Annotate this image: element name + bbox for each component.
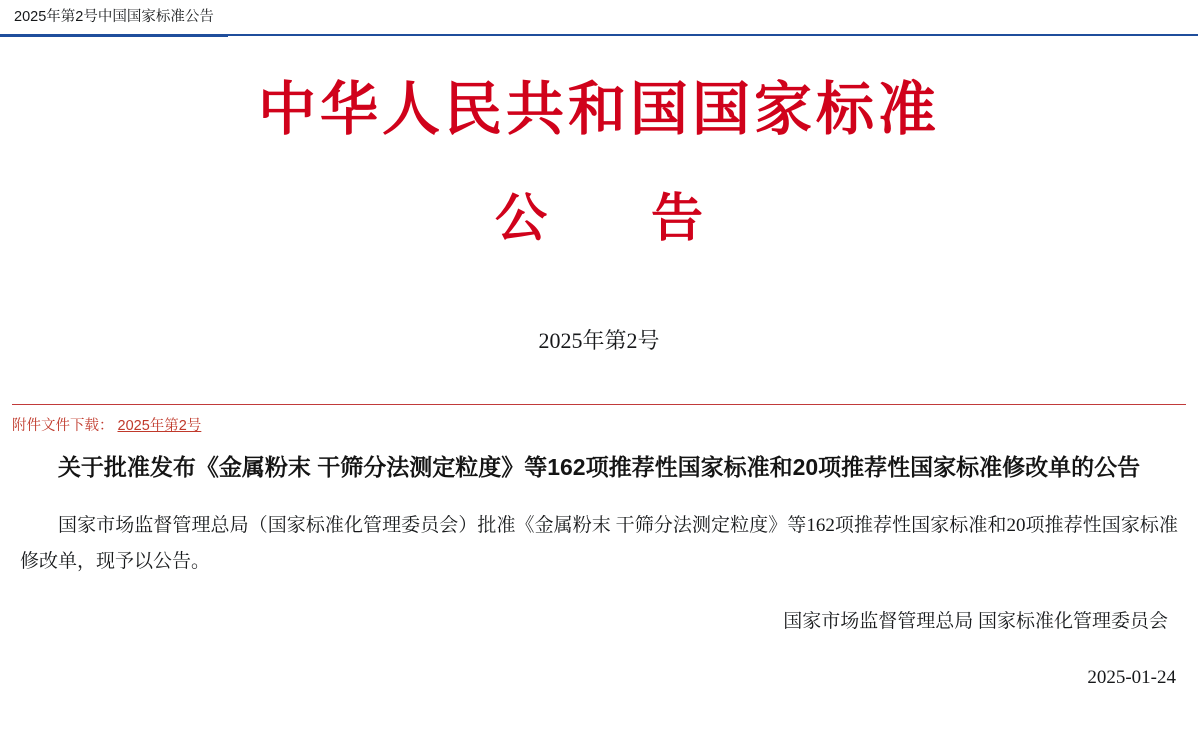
attachment-row — [12, 414, 1186, 438]
tab-announcement[interactable]: 2025年第2号中国国家标准公告 — [0, 0, 228, 37]
article-signature: 国家市场监督管理总局 国家标准化管理委员会 — [783, 611, 1168, 632]
article-title: 关于批准发布《金属粉末 干筛分法测定粒度》等162项推荐性国家标准和20项推荐性国家标准修改单的公告 — [57, 454, 1141, 480]
attachment-label: 附件文件下载： — [12, 418, 114, 434]
page-title: 中华人民共和国国家标准 — [257, 77, 940, 142]
page-subtitle: 公 告 — [494, 191, 729, 248]
article-date: 2025-01-24 — [1087, 667, 1176, 688]
article — [12, 448, 1186, 689]
article-body: 国家市场监督管理总局（国家标准化管理委员会）批准《金属粉末 干筛分法测定粒度》等162项推荐性国家标准和20项推荐性国家标准修改单，现予以公告。 — [20, 515, 1178, 572]
attachment-download-link[interactable]: 2025年第2号 — [117, 418, 202, 434]
divider — [12, 404, 1186, 405]
issue-number: 2025年第2号 — [538, 328, 660, 353]
tab-strip — [0, 0, 1198, 36]
masthead — [0, 36, 1198, 404]
